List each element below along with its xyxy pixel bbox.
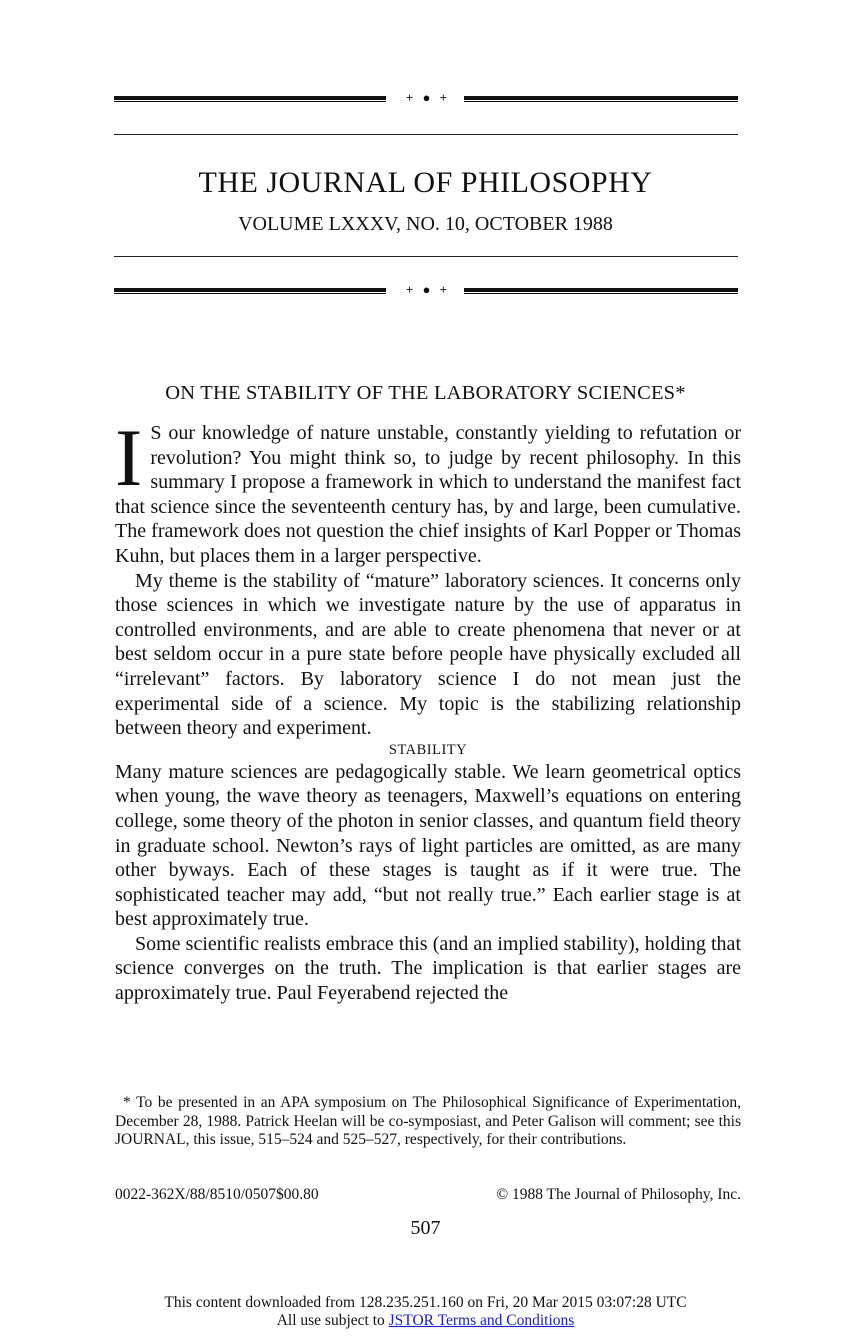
jstor-footer: [0, 1294, 851, 1330]
article-body: [115, 412, 741, 1006]
rule-bar-right: [464, 288, 738, 294]
bottom-ornamental-rule: [114, 282, 738, 298]
section-heading: STABILITY: [388, 741, 468, 758]
ornament-glyph: + ● +: [405, 90, 451, 105]
rule-bar-right: [464, 96, 738, 102]
download-line: This content downloaded from 128.235.251.160 on Fri, 20 Mar 2015 03:07:28 UTC: [164, 1294, 687, 1311]
thin-rule-top: [114, 134, 738, 135]
article-code: 0022-362X/88/8510/0507$00.80: [115, 1186, 319, 1203]
journal-title: THE JOURNAL OF PHILOSOPHY: [198, 166, 653, 199]
ornament-glyph: + ● +: [405, 282, 451, 297]
copyright-notice: © 1988 The Journal of Philosophy, Inc.: [496, 1186, 741, 1203]
rule-bar-left: [114, 96, 386, 102]
footnote-text-b: , this issue, 515–524 and 525–527, respectively, for their contributions.: [185, 1131, 627, 1149]
paragraph-1-text: S our knowledge of nature unstable, constantly yielding to refutation or revolution? You might think so, to judge by recent philosophy. In this summary I propose a framework in which to understand the manifest fact that science since the seventeenth century has, by and large, been cumulative. The framework does not question the chief insights of Karl Popper or Thomas Kuhn, but places them in a larger perspective.: [115, 422, 741, 567]
footnote-text-a: * To be presented in an APA symposium on The Philosophical Significance of Experimentation, December 28, 1988. Patrick Heelan will be co-symposiast, and Peter Galison will comment; see this: [115, 1094, 741, 1130]
top-ornamental-rule: [114, 90, 738, 106]
footnote: [115, 1094, 741, 1150]
footnote-journal-word: JOURNAL: [115, 1131, 186, 1149]
page-number: 507: [410, 1217, 441, 1239]
paragraph-2: My theme is the stability of “mature” laboratory sciences. It concerns only those sciences in which we investigate nature by the use of apparatus in controlled environments, and are able to create phenomena that never or at best seldom occur in a pure state before people have physically excluded all “irrelevant” factors. By laboratory science I do not mean just the experimental side of a science. My topic is the stabilizing relationship between theory and experiment.: [115, 569, 741, 740]
terms-line: [0, 1312, 851, 1330]
volume-line: VOLUME LXXXV, NO. 10, OCTOBER 1988: [238, 213, 613, 235]
paragraph-4: Some scientific realists embrace this (and an implied stability), holding that science converges on the truth. The implication is that earlier stages are approximately true. Paul Feyerabend rejected the: [115, 932, 741, 1005]
terms-prefix: All use subject to: [276, 1312, 389, 1329]
paragraph-3: Many mature sciences are pedagogically stable. We learn geometrical optics when young, the wave theory as teenagers, Maxwell’s equations on entering college, some theory of the photon in senior classes, and quantum field theory in graduate school. Newton’s rays of light particles are omitted, as are many other byways. Each of these stages is taught as if it were true. The sophisticated teacher may add, “but not really true.” Each earlier stage is at best approximately true.: [115, 760, 741, 931]
article-title: ON THE STABILITY OF THE LABORATORY SCIENCES*: [165, 382, 686, 404]
paragraph-1: [115, 412, 741, 569]
thin-rule-bottom: [114, 256, 738, 257]
jstor-terms-link[interactable]: JSTOR Terms and Conditions: [388, 1312, 575, 1329]
drop-cap: I: [115, 412, 143, 503]
rule-bar-left: [114, 288, 386, 294]
